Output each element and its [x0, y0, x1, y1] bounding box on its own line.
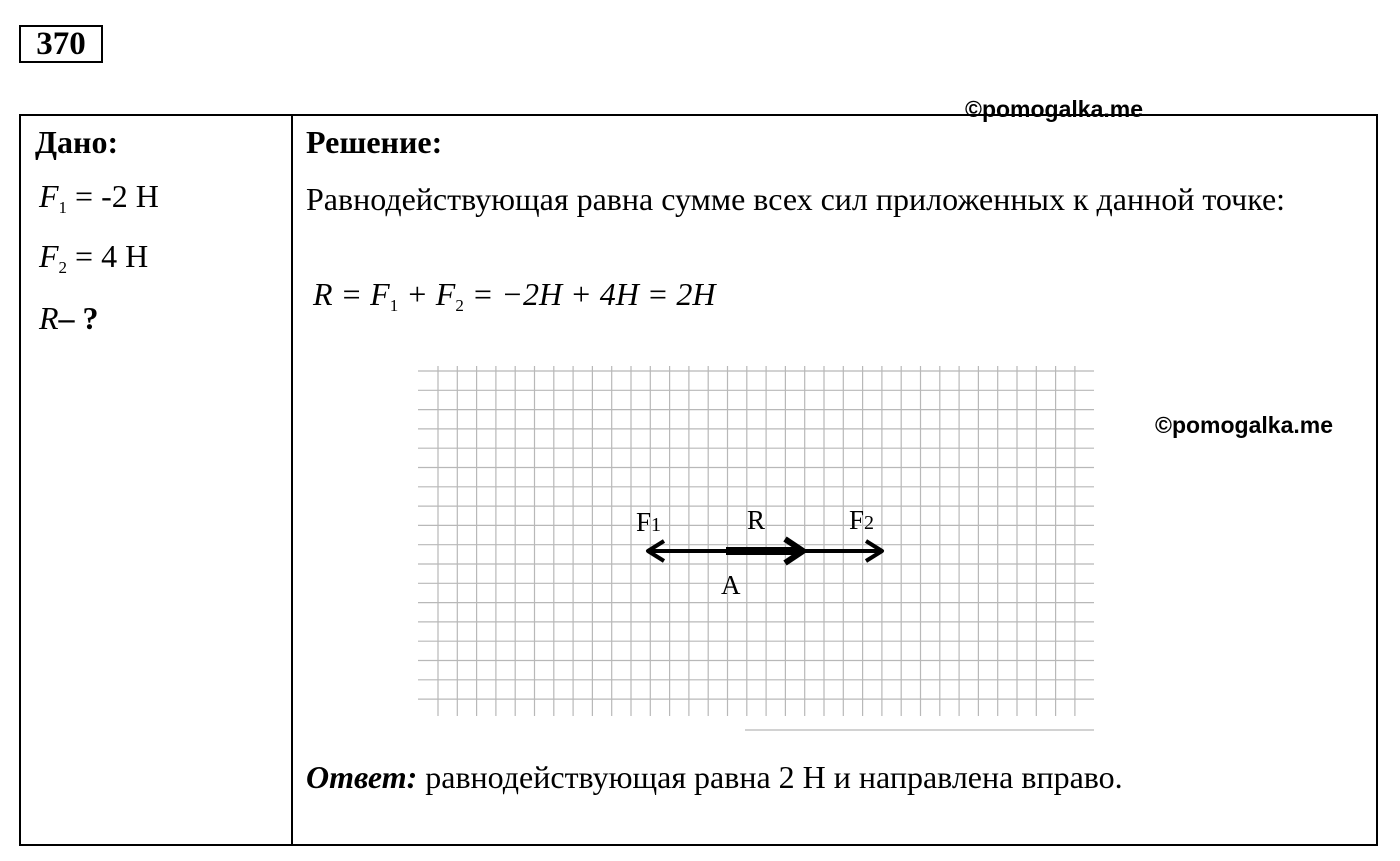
given-title: Дано:	[35, 124, 119, 160]
given-f2: $F_2 = 4$ Н	[39, 238, 149, 277]
solution-title: Решение:	[306, 124, 443, 160]
watermark-top: ©pomogalka.me	[965, 96, 1143, 122]
problem-number: 370	[19, 25, 103, 63]
formula: $R = F_1 + F_2 = -2H + 4H = 2H$	[313, 276, 716, 315]
answer-text: равнодействующая равна 2 Н и направлена вправо.	[417, 759, 1123, 795]
watermark-right: ©pomogalka.me	[1155, 412, 1333, 438]
label-f2: F2	[849, 505, 875, 535]
label-f1: F1	[636, 507, 662, 537]
label-point-a: A	[721, 570, 741, 600]
answer-label: Ответ:	[306, 759, 418, 795]
force-arrows	[648, 539, 882, 563]
given-f1: $F_1 = -2$ Н	[39, 178, 159, 217]
label-r: R	[747, 505, 766, 535]
given-unknown: R– ?	[39, 300, 99, 336]
solution-text: Равнодействующая равна сумме всех сил приложенных к данной точке:	[306, 181, 1286, 217]
